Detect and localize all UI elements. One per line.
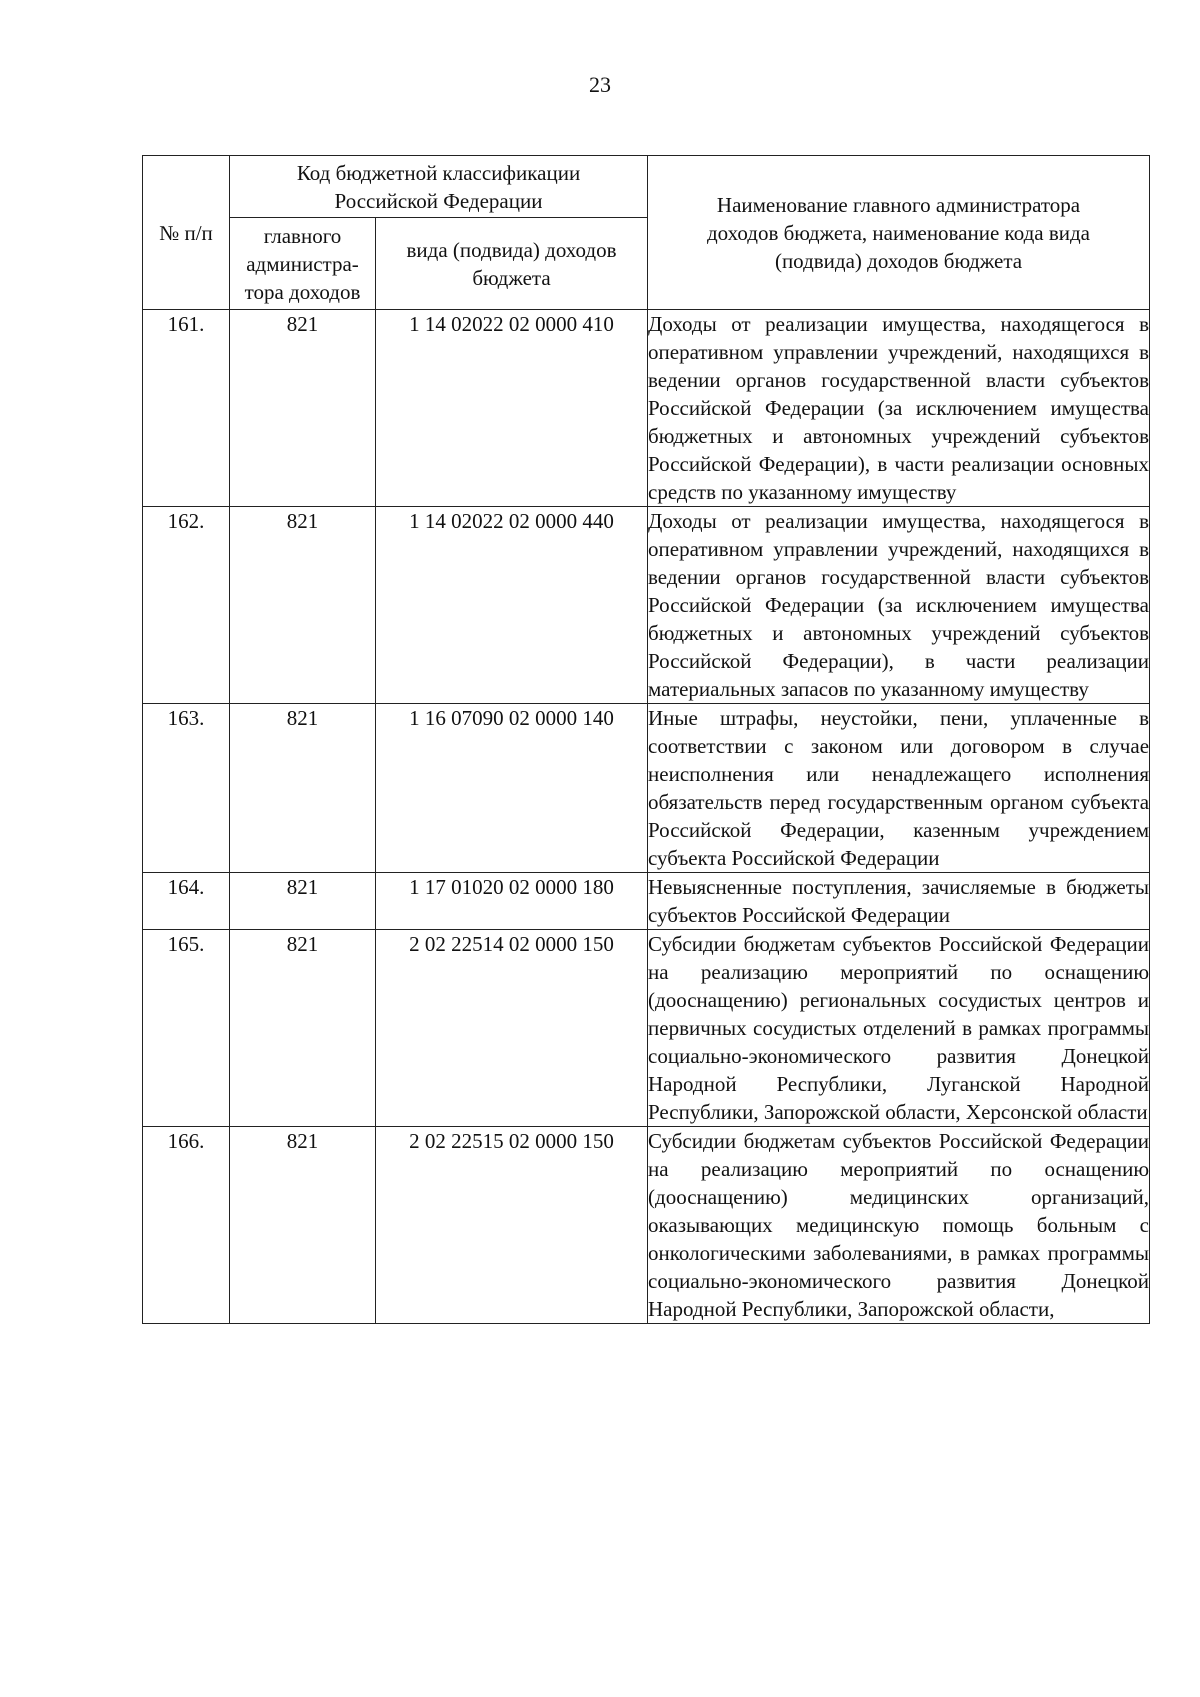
header-code [376, 218, 648, 310]
row-admin-code: 821 [230, 930, 376, 1127]
table-row [143, 507, 1150, 704]
page-number: 23 [589, 72, 611, 97]
row-name-cell [648, 930, 1150, 1127]
row-income-code: 1 14 02022 02 0000 410 [376, 310, 648, 507]
header-group-line1: Код бюджетной классификации [296, 160, 581, 185]
budget-classification-table [142, 155, 1150, 1324]
header-code-line1: вида (подвида) доходов [406, 237, 617, 262]
row-admin-code: 821 [230, 873, 376, 930]
row-num: 166. [143, 1127, 230, 1324]
row-name-cell [648, 507, 1150, 704]
row-name-cell [648, 310, 1150, 507]
table-row [143, 704, 1150, 873]
row-num: 163. [143, 704, 230, 873]
row-income-code: 1 14 02022 02 0000 440 [376, 507, 648, 704]
row-num: 164. [143, 873, 230, 930]
header-admin-line3: тора доходов [244, 279, 361, 304]
row-num: 161. [143, 310, 230, 507]
header-code-line2: бюджета [472, 265, 551, 290]
row-admin-code: 821 [230, 704, 376, 873]
row-description: Доходы от реализации имущества, находящегося в оперативном управлении учреждений, находящихся в ведении органов государственной власти субъектов Российской Федерации (за исключением имущества бюджетных и автономных учреждений субъектов Российской Федерации), в части реализации основных средств по указанному имуществу [648, 312, 1150, 504]
table-body [143, 310, 1150, 1324]
header-name-line3: (подвида) доходов бюджета [774, 248, 1023, 273]
header-group-code [230, 156, 648, 218]
row-income-code: 1 17 01020 02 0000 180 [376, 873, 648, 930]
header-num: № п/п [143, 156, 230, 310]
row-income-code: 1 16 07090 02 0000 140 [376, 704, 648, 873]
header-admin-line1: главного [263, 223, 342, 248]
header-admin-line2: администра- [246, 251, 359, 276]
row-num: 162. [143, 507, 230, 704]
header-group-line2: Российской Федерации [334, 188, 543, 213]
row-description: Доходы от реализации имущества, находящегося в оперативном управлении учреждений, находящихся в ведении органов государственной власти субъектов Российской Федерации (за исключением имущества бюджетных и автономных учреждений субъектов Российской Федерации), в части реализации материальных запасов по указанному имуществу [648, 509, 1150, 701]
row-description: Невыясненные поступления, зачисляемые в бюджеты субъектов Российской Федерации [648, 875, 1150, 927]
row-description: Субсидии бюджетам субъектов Российской Федерации на реализацию мероприятий по оснащению (дооснащению) медицинских организаций, оказывающих медицинскую помощь больным с онкологическими заболеваниями, в рамках программы социально-экономического развития Донецкой Народной Республики, Запорожской области, [648, 1129, 1150, 1321]
row-admin-code: 821 [230, 310, 376, 507]
table-row [143, 1127, 1150, 1324]
row-admin-code: 821 [230, 1127, 376, 1324]
table-row [143, 873, 1150, 930]
header-name [648, 156, 1150, 310]
row-income-code: 2 02 22515 02 0000 150 [376, 1127, 648, 1324]
row-name-cell [648, 873, 1150, 930]
row-income-code: 2 02 22514 02 0000 150 [376, 930, 648, 1127]
table-header [143, 156, 1150, 310]
row-name-cell [648, 704, 1150, 873]
row-name-cell [648, 1127, 1150, 1324]
row-description: Субсидии бюджетам субъектов Российской Федерации на реализацию мероприятий по оснащению (дооснащению) региональных сосудистых центров и первичных сосудистых отделений в рамках программы социально-экономического развития Донецкой Народной Республики, Луганской Народной Республики, Запорожской области, Херсонской области [648, 932, 1150, 1124]
header-name-line2: доходов бюджета, наименование кода вида [707, 220, 1091, 245]
table-row [143, 930, 1150, 1127]
row-description: Иные штрафы, неустойки, пени, уплаченные в соответствии с законом или договором в случае неисполнения или ненадлежащего исполнения обязательств перед государственным органом субъекта Российской Федерации, казенным учреждением субъекта Российской Федерации [648, 706, 1150, 870]
header-admin [230, 218, 376, 310]
table-row [143, 310, 1150, 507]
header-name-line1: Наименование главного администратора [716, 192, 1081, 217]
row-admin-code: 821 [230, 507, 376, 704]
row-num: 165. [143, 930, 230, 1127]
